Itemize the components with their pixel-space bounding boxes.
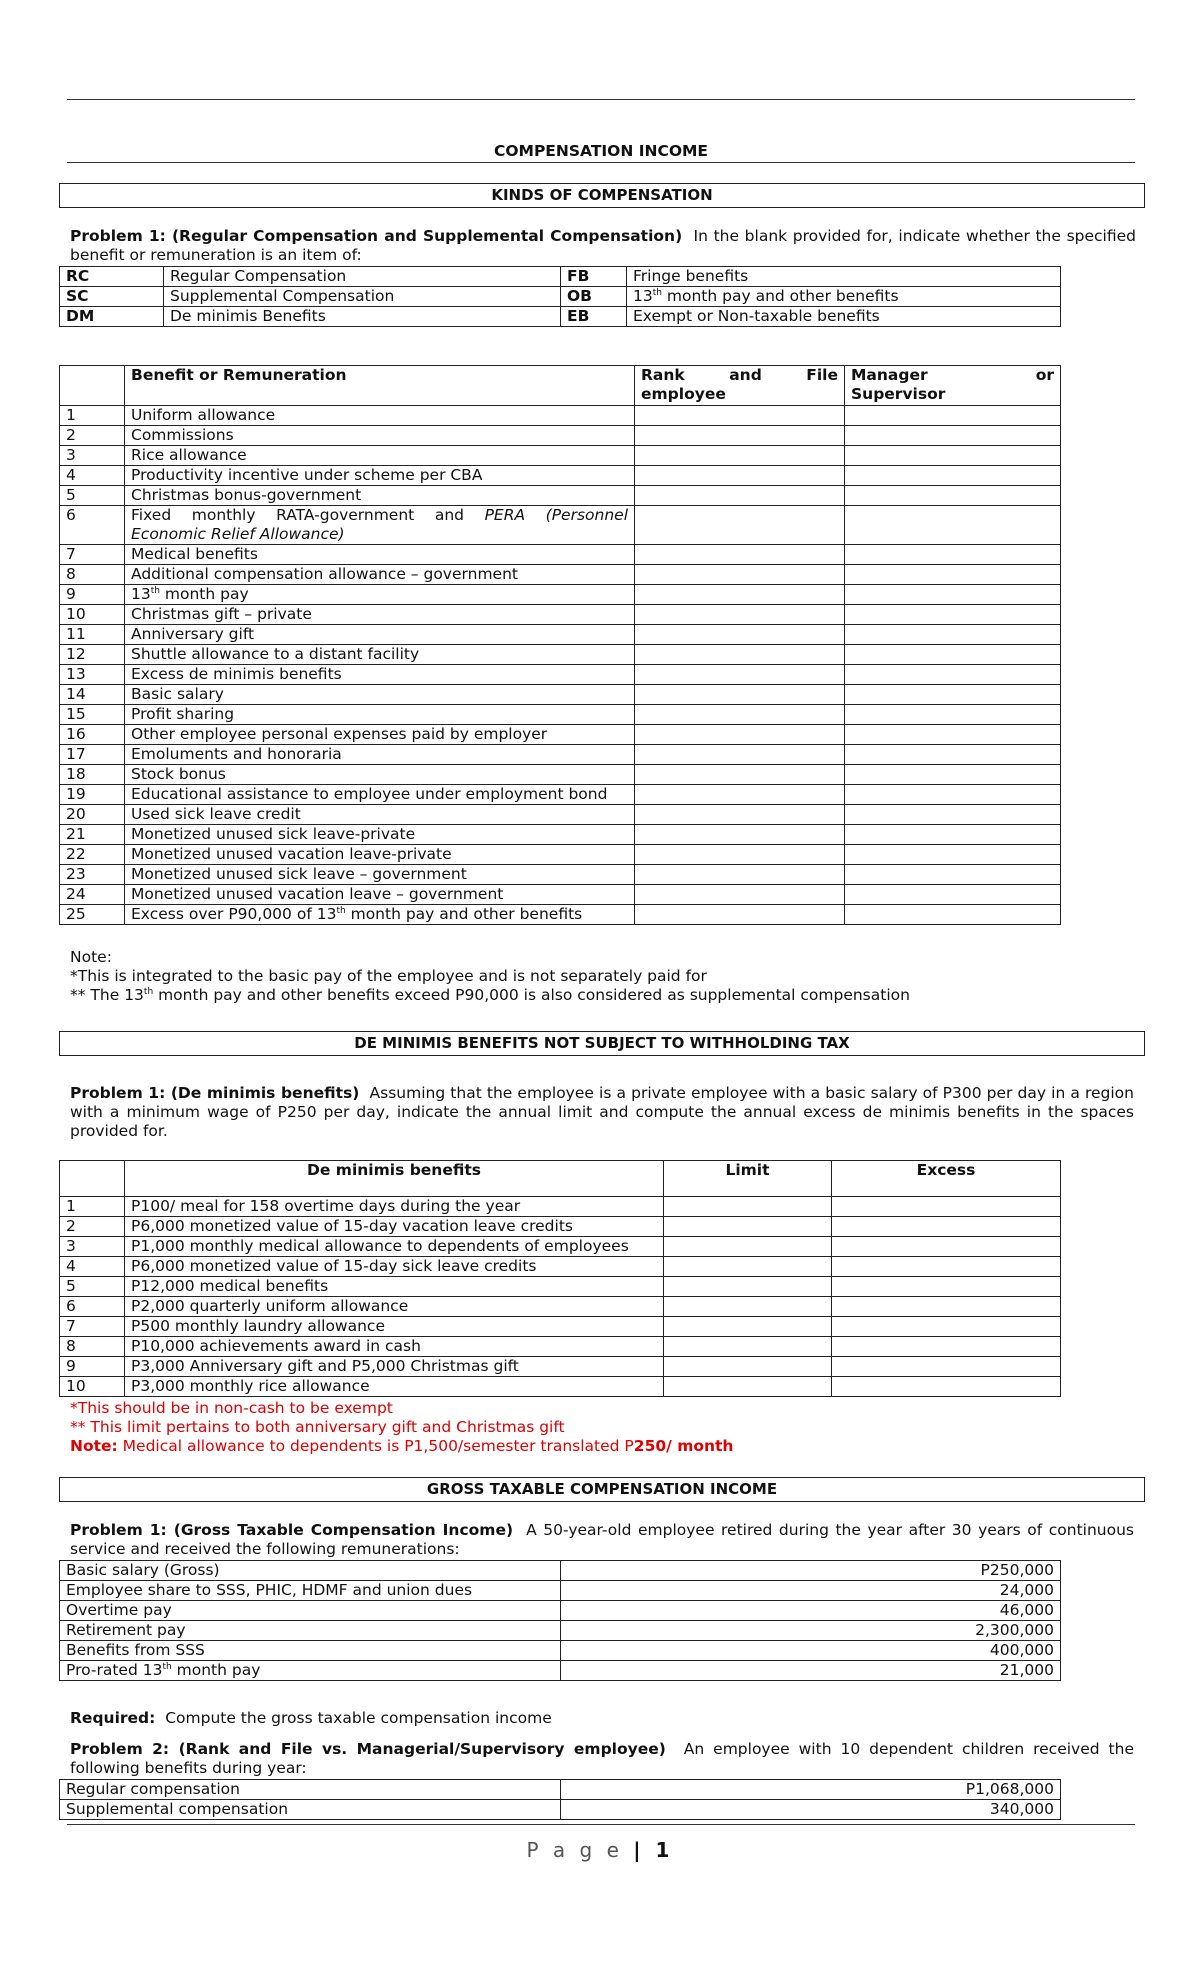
rank-file-answer[interactable] <box>635 446 845 466</box>
benefit-name: Uniform allowance <box>125 406 635 426</box>
table-row <box>60 825 1061 845</box>
bottom-rule <box>67 1824 1135 1825</box>
table-row <box>60 725 1061 745</box>
table-row <box>60 446 1061 466</box>
red-note-2: ** This limit pertains to both anniversary gift and Christmas gift <box>70 1418 565 1436</box>
item-amount: 340,000 <box>561 1800 1061 1820</box>
item-label: Pro-rated 13th month pay <box>60 1661 561 1681</box>
code-row <box>60 267 1061 287</box>
problem-label: Problem 1: (Gross Taxable Compensation Income) <box>70 1521 514 1539</box>
item-amount: P1,068,000 <box>561 1780 1061 1800</box>
item-label: Basic salary (Gross) <box>60 1561 561 1581</box>
problem1-kinds <box>70 227 1136 265</box>
section-header-deminimis: DE MINIMIS BENEFITS NOT SUBJECT TO WITHHOLDING TAX <box>59 1031 1145 1056</box>
table-row <box>60 1257 1061 1277</box>
row-number: 24 <box>60 885 125 905</box>
manager-answer[interactable] <box>845 705 1061 725</box>
manager-answer[interactable] <box>845 725 1061 745</box>
remuneration-table <box>59 1560 1061 1681</box>
red-note-text: Medical allowance to dependents is P1,500/semester translated P <box>117 1437 634 1455</box>
code-desc-cell: De minimis Benefits <box>164 307 561 327</box>
excess-answer[interactable] <box>832 1377 1061 1397</box>
benefit-name: Anniversary gift <box>125 625 635 645</box>
deminimis-item: P6,000 monetized value of 15-day vacation leave credits <box>125 1217 664 1237</box>
benefit-name: Medical benefits <box>125 545 635 565</box>
benefit-name: Commissions <box>125 426 635 446</box>
manager-answer[interactable] <box>845 506 1061 545</box>
benefit-name: Monetized unused vacation leave – government <box>125 885 635 905</box>
rank-file-answer[interactable] <box>635 605 845 625</box>
row-number: 7 <box>60 1317 125 1337</box>
manager-answer[interactable] <box>845 645 1061 665</box>
manager-answer[interactable] <box>845 426 1061 446</box>
excess-answer[interactable] <box>832 1357 1061 1377</box>
benefit-table <box>59 365 1061 925</box>
benefit-name: Monetized unused sick leave-private <box>125 825 635 845</box>
problem1-gross <box>70 1521 1134 1559</box>
rank-file-answer[interactable] <box>635 825 845 845</box>
problem-text: A 50-year-old employee retired during the year after 30 years of continuous service and received the following remunerations: <box>70 1521 1134 1558</box>
code-row <box>60 307 1061 327</box>
table-row <box>60 545 1061 565</box>
benefit-name: Productivity incentive under scheme per CBA <box>125 466 635 486</box>
deminimis-item: P100/ meal for 158 overtime days during the year <box>125 1197 664 1217</box>
table-row <box>60 905 1061 925</box>
benefit-name: Excess over P90,000 of 13th month pay and other benefits <box>125 905 635 925</box>
rank-file-answer[interactable] <box>635 865 845 885</box>
deminimis-item: P2,000 quarterly uniform allowance <box>125 1297 664 1317</box>
row-number: 5 <box>60 486 125 506</box>
deminimis-item: P3,000 Anniversary gift and P5,000 Christmas gift <box>125 1357 664 1377</box>
row-number: 17 <box>60 745 125 765</box>
problem-label: Problem 1: (De minimis benefits) <box>70 1084 360 1102</box>
row-number: 6 <box>60 506 125 545</box>
row-number: 8 <box>60 1337 125 1357</box>
deminimis-item: P6,000 monetized value of 15-day sick leave credits <box>125 1257 664 1277</box>
row-number: 13 <box>60 665 125 685</box>
rank-file-answer[interactable] <box>635 466 845 486</box>
col-limit: Limit <box>664 1161 832 1197</box>
manager-answer[interactable] <box>845 865 1061 885</box>
manager-answer[interactable] <box>845 625 1061 645</box>
code-cell: OB <box>561 287 627 307</box>
excess-answer[interactable] <box>832 1317 1061 1337</box>
rank-file-answer[interactable] <box>635 765 845 785</box>
table-row <box>60 1317 1061 1337</box>
item-amount: 2,300,000 <box>561 1621 1061 1641</box>
row-number: 6 <box>60 1297 125 1317</box>
rank-file-answer[interactable] <box>635 426 845 446</box>
manager-answer[interactable] <box>845 805 1061 825</box>
table-row <box>60 1337 1061 1357</box>
remuneration-row <box>60 1661 1061 1681</box>
excess-answer[interactable] <box>832 1217 1061 1237</box>
manager-answer[interactable] <box>845 486 1061 506</box>
table-row <box>60 1237 1061 1257</box>
col-no <box>60 366 125 406</box>
table-row <box>60 845 1061 865</box>
manager-answer[interactable] <box>845 565 1061 585</box>
code-desc-cell: Supplemental Compensation <box>164 287 561 307</box>
row-number: 23 <box>60 865 125 885</box>
benefit-name: Shuttle allowance to a distant facility <box>125 645 635 665</box>
rank-file-answer[interactable] <box>635 565 845 585</box>
table-row <box>60 1377 1061 1397</box>
title-rule <box>67 162 1135 163</box>
limit-answer[interactable] <box>664 1377 832 1397</box>
deminimis-item: P12,000 medical benefits <box>125 1277 664 1297</box>
row-number: 4 <box>60 466 125 486</box>
rank-file-answer[interactable] <box>635 665 845 685</box>
code-cell: SC <box>60 287 164 307</box>
excess-answer[interactable] <box>832 1197 1061 1217</box>
rank-file-answer[interactable] <box>635 486 845 506</box>
rank-file-answer[interactable] <box>635 805 845 825</box>
limit-answer[interactable] <box>664 1297 832 1317</box>
row-number: 22 <box>60 845 125 865</box>
benefit-name: Stock bonus <box>125 765 635 785</box>
top-rule <box>67 99 1135 100</box>
row-number: 10 <box>60 605 125 625</box>
benefit-amount-row <box>60 1780 1061 1800</box>
benefit-name: Basic salary <box>125 685 635 705</box>
table-row <box>60 605 1061 625</box>
rank-file-answer[interactable] <box>635 645 845 665</box>
item-amount: 24,000 <box>561 1581 1061 1601</box>
row-number: 4 <box>60 1257 125 1277</box>
row-number: 5 <box>60 1277 125 1297</box>
row-number: 1 <box>60 1197 125 1217</box>
table-row <box>60 506 1061 545</box>
col-excess: Excess <box>832 1161 1061 1197</box>
note-title: Note: <box>70 948 112 966</box>
page-title: COMPENSATION INCOME <box>493 142 709 160</box>
manager-answer[interactable] <box>845 785 1061 805</box>
table-row <box>60 625 1061 645</box>
limit-answer[interactable] <box>664 1237 832 1257</box>
item-label: Overtime pay <box>60 1601 561 1621</box>
deminimis-item: P500 monthly laundry allowance <box>125 1317 664 1337</box>
manager-answer[interactable] <box>845 585 1061 605</box>
row-number: 9 <box>60 585 125 605</box>
code-desc-cell: Regular Compensation <box>164 267 561 287</box>
required-line <box>70 1709 1136 1728</box>
col-manager: Manager or Supervisor <box>845 366 1061 406</box>
item-amount: P250,000 <box>561 1561 1061 1581</box>
page-footer <box>0 1838 1200 1862</box>
rank-file-answer[interactable] <box>635 685 845 705</box>
rank-file-answer[interactable] <box>635 905 845 925</box>
manager-answer[interactable] <box>845 905 1061 925</box>
code-cell: DM <box>60 307 164 327</box>
code-desc-cell: Exempt or Non-taxable benefits <box>627 307 1061 327</box>
benefits-amount-table <box>59 1779 1061 1820</box>
row-number: 21 <box>60 825 125 845</box>
rank-file-answer[interactable] <box>635 506 845 545</box>
excess-answer[interactable] <box>832 1337 1061 1357</box>
row-number: 3 <box>60 1237 125 1257</box>
benefit-name: Christmas bonus-government <box>125 486 635 506</box>
deminimis-item: P10,000 achievements award in cash <box>125 1337 664 1357</box>
manager-answer[interactable] <box>845 466 1061 486</box>
row-number: 18 <box>60 765 125 785</box>
item-label: Supplemental compensation <box>60 1800 561 1820</box>
row-number: 7 <box>60 545 125 565</box>
row-number: 16 <box>60 725 125 745</box>
code-table <box>59 266 1061 327</box>
row-number: 2 <box>60 426 125 446</box>
rank-file-answer[interactable] <box>635 845 845 865</box>
benefit-name: Other employee personal expenses paid by employer <box>125 725 635 745</box>
table-row <box>60 1357 1061 1377</box>
table-row <box>60 486 1061 506</box>
table-row <box>60 685 1061 705</box>
row-number: 15 <box>60 705 125 725</box>
remuneration-row <box>60 1561 1061 1581</box>
table-row <box>60 426 1061 446</box>
col-benefit: Benefit or Remuneration <box>125 366 635 406</box>
item-label: Employee share to SSS, PHIC, HDMF and union dues <box>60 1581 561 1601</box>
problem-text: Assuming that the employee is a private employee with a basic salary of P300 per day in a region with a minimum wage of P250 per day, indicate the annual limit and compute the annual excess de minimis benefits in the spaces provided for. <box>70 1084 1134 1140</box>
benefit-name: Profit sharing <box>125 705 635 725</box>
row-number: 2 <box>60 1217 125 1237</box>
table-row <box>60 785 1061 805</box>
table-row <box>60 885 1061 905</box>
limit-answer[interactable] <box>664 1217 832 1237</box>
rank-file-answer[interactable] <box>635 585 845 605</box>
rank-file-answer[interactable] <box>635 885 845 905</box>
problem-text: In the blank provided for, indicate whether the specified benefit or remuneration is an item of: <box>70 227 1137 264</box>
deminimis-item: P3,000 monthly rice allowance <box>125 1377 664 1397</box>
row-number: 11 <box>60 625 125 645</box>
section-header-gross: GROSS TAXABLE COMPENSATION INCOME <box>59 1477 1145 1502</box>
benefit-name: Educational assistance to employee under employment bond <box>125 785 635 805</box>
benefit-name: Christmas gift – private <box>125 605 635 625</box>
manager-answer[interactable] <box>845 765 1061 785</box>
benefit-name: Additional compensation allowance – government <box>125 565 635 585</box>
code-desc-cell: Fringe benefits <box>627 267 1061 287</box>
table-row <box>60 665 1061 685</box>
remuneration-row <box>60 1601 1061 1621</box>
rank-file-answer[interactable] <box>635 745 845 765</box>
section-header-kinds: KINDS OF COMPENSATION <box>59 183 1145 208</box>
item-label: Retirement pay <box>60 1621 561 1641</box>
limit-answer[interactable] <box>664 1337 832 1357</box>
col-no <box>60 1161 125 1197</box>
code-cell: EB <box>561 307 627 327</box>
benefit-name: Excess de minimis benefits <box>125 665 635 685</box>
table-row <box>60 1277 1061 1297</box>
row-number: 20 <box>60 805 125 825</box>
rank-file-answer[interactable] <box>635 545 845 565</box>
remuneration-row <box>60 1621 1061 1641</box>
col-rank-file: Rank and File employee <box>635 366 845 406</box>
code-row <box>60 287 1061 307</box>
note-2: ** The 13th month pay and other benefits exceed P90,000 is also considered as supplemental compensation <box>70 986 910 1004</box>
rank-file-answer[interactable] <box>635 725 845 745</box>
col-deminimis: De minimis benefits <box>125 1161 664 1197</box>
manager-answer[interactable] <box>845 605 1061 625</box>
manager-answer[interactable] <box>845 885 1061 905</box>
table-row <box>60 705 1061 725</box>
red-note-1: *This should be in non-cash to be exempt <box>70 1399 393 1417</box>
table-row <box>60 645 1061 665</box>
table-row <box>60 865 1061 885</box>
table-row <box>60 406 1061 426</box>
page-number: | 1 <box>633 1838 674 1862</box>
manager-answer[interactable] <box>845 685 1061 705</box>
problem-label: Problem 1: (Regular Compensation and Supplemental Compensation) <box>70 227 683 245</box>
red-note-label: Note: <box>70 1437 118 1455</box>
rank-file-answer[interactable] <box>635 785 845 805</box>
excess-answer[interactable] <box>832 1297 1061 1317</box>
table-row <box>60 1197 1061 1217</box>
limit-answer[interactable] <box>664 1197 832 1217</box>
limit-answer[interactable] <box>664 1257 832 1277</box>
rank-file-answer[interactable] <box>635 705 845 725</box>
required-label: Required: <box>70 1709 156 1727</box>
code-desc-cell: 13th month pay and other benefits <box>627 287 1061 307</box>
required-text: Compute the gross taxable compensation income <box>165 1709 552 1727</box>
benefit-name: Fixed monthly RATA-government and PERA (Personnel Economic Relief Allowance) <box>125 506 635 545</box>
row-number: 19 <box>60 785 125 805</box>
manager-answer[interactable] <box>845 745 1061 765</box>
row-number: 3 <box>60 446 125 466</box>
item-amount: 46,000 <box>561 1601 1061 1621</box>
problem-label: Problem 2: (Rank and File vs. Managerial/Supervisory employee) <box>70 1740 666 1758</box>
code-cell: FB <box>561 267 627 287</box>
manager-answer[interactable] <box>845 446 1061 466</box>
problem1-deminimis <box>70 1084 1134 1141</box>
manager-answer[interactable] <box>845 825 1061 845</box>
row-number: 8 <box>60 565 125 585</box>
remuneration-row <box>60 1641 1061 1661</box>
manager-answer[interactable] <box>845 545 1061 565</box>
remuneration-row <box>60 1581 1061 1601</box>
deminimis-item: P1,000 monthly medical allowance to dependents of employees <box>125 1237 664 1257</box>
red-note-3 <box>70 1437 1136 1456</box>
table-row <box>60 1297 1061 1317</box>
problem-text: An employee with 10 dependent children received the following benefits during year: <box>70 1740 1134 1777</box>
table-row <box>60 1217 1061 1237</box>
benefit-name: Rice allowance <box>125 446 635 466</box>
limit-answer[interactable] <box>664 1277 832 1297</box>
item-label: Benefits from SSS <box>60 1641 561 1661</box>
row-number: 14 <box>60 685 125 705</box>
row-number: 9 <box>60 1357 125 1377</box>
benefit-name: 13th month pay <box>125 585 635 605</box>
problem2-gross <box>70 1740 1134 1778</box>
limit-answer[interactable] <box>664 1357 832 1377</box>
row-number: 12 <box>60 645 125 665</box>
benefit-name: Emoluments and honoraria <box>125 745 635 765</box>
rank-file-answer[interactable] <box>635 625 845 645</box>
item-amount: 21,000 <box>561 1661 1061 1681</box>
table-row <box>60 805 1061 825</box>
item-label: Regular compensation <box>60 1780 561 1800</box>
row-number: 10 <box>60 1377 125 1397</box>
table-row <box>60 745 1061 765</box>
manager-answer[interactable] <box>845 845 1061 865</box>
table-row <box>60 466 1061 486</box>
benefit-name: Monetized unused vacation leave-private <box>125 845 635 865</box>
rank-file-answer[interactable] <box>635 406 845 426</box>
limit-answer[interactable] <box>664 1317 832 1337</box>
row-number: 1 <box>60 406 125 426</box>
table-row <box>60 585 1061 605</box>
benefit-amount-row <box>60 1800 1061 1820</box>
table-row <box>60 765 1061 785</box>
benefit-name: Used sick leave credit <box>125 805 635 825</box>
red-note-bold: 250/ month <box>633 1437 734 1455</box>
code-cell: RC <box>60 267 164 287</box>
manager-answer[interactable] <box>845 665 1061 685</box>
benefit-name: Monetized unused sick leave – government <box>125 865 635 885</box>
page-label: P a g e <box>526 1838 623 1862</box>
note-1: *This is integrated to the basic pay of the employee and is not separately paid for <box>70 967 707 985</box>
deminimis-table <box>59 1160 1061 1397</box>
table-row <box>60 565 1061 585</box>
row-number: 25 <box>60 905 125 925</box>
excess-answer[interactable] <box>832 1257 1061 1277</box>
manager-answer[interactable] <box>845 406 1061 426</box>
excess-answer[interactable] <box>832 1237 1061 1257</box>
item-amount: 400,000 <box>561 1641 1061 1661</box>
excess-answer[interactable] <box>832 1277 1061 1297</box>
